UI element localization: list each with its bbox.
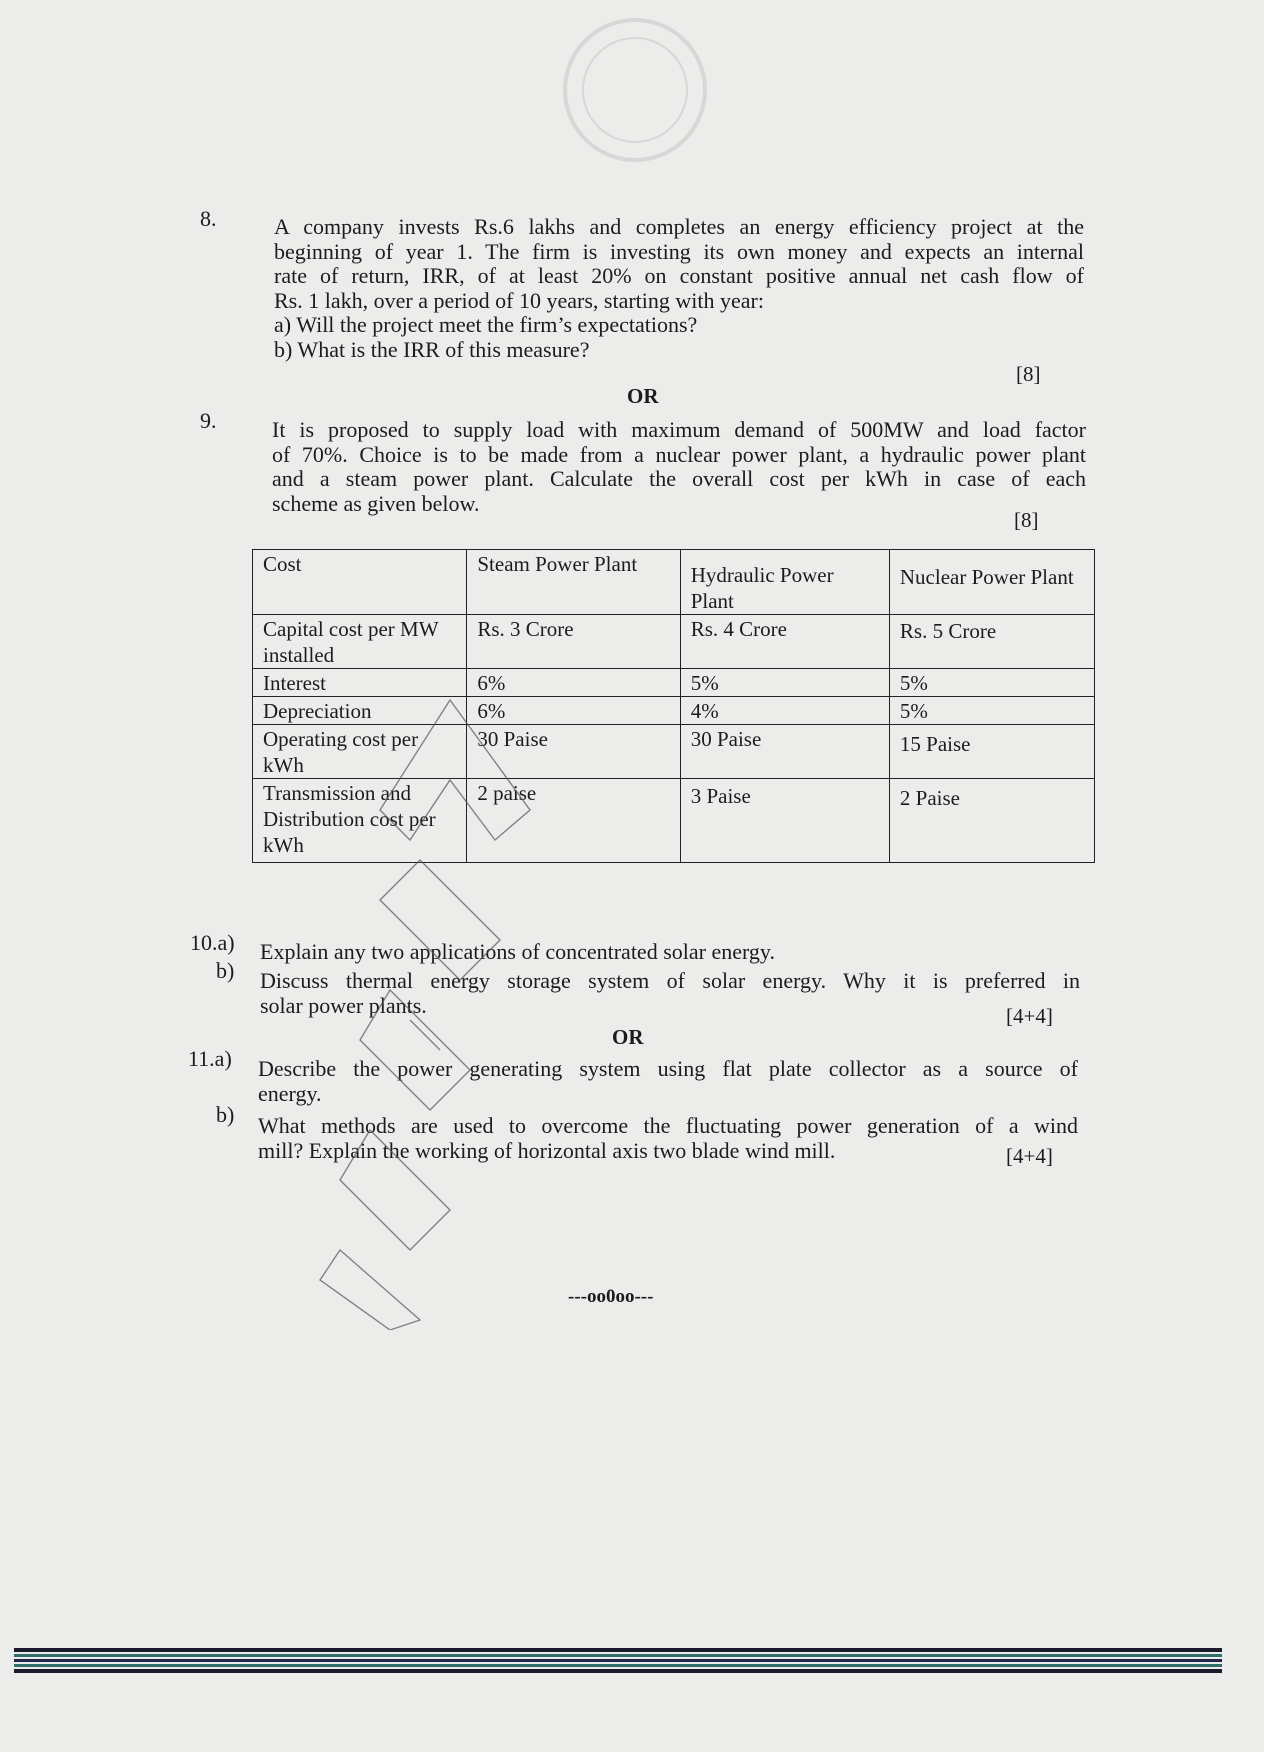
q11b-number: b)	[216, 1102, 235, 1127]
q8-line-3: rate of return, IRR, of at least 20% on constant positive annual net cash flow of	[274, 263, 1084, 288]
table-cell: Rs. 5 Crore	[889, 615, 1094, 669]
q10b-number: b)	[216, 958, 235, 983]
table-cell: 4%	[680, 697, 889, 725]
q9-line-3: and a steam power plant. Calculate the overall cost per kWh in case of each	[272, 466, 1086, 491]
table-header-cell: Steam Power Plant	[467, 550, 680, 615]
or-divider-2: OR	[612, 1025, 644, 1049]
or-divider-1: OR	[627, 384, 659, 408]
table-cell: 5%	[889, 697, 1094, 725]
q9-number: 9.	[200, 408, 217, 433]
q8-line-2: beginning of year 1. The firm is investing its own money and expects an internal	[274, 238, 1084, 264]
q11a-line-2: energy.	[258, 1080, 322, 1106]
q11b-line-1: What methods are used to overcome the fluctuating power generation of a wind	[258, 1113, 1078, 1138]
table-cell: 5%	[889, 669, 1094, 697]
q8-text	[274, 215, 1084, 362]
q11b-line-2: mill? Explain the working of horizontal axis two blade wind mill.	[258, 1137, 836, 1163]
table-row	[253, 615, 1095, 669]
table-cell: 30 Paise	[680, 725, 889, 779]
table-cell: 2 paise	[467, 779, 680, 863]
table-cell: Capital cost per MW installed	[253, 615, 467, 669]
table-header-cell: Cost	[253, 550, 467, 615]
library-seal-icon	[520, 10, 750, 170]
q9-line-1: It is proposed to supply load with maximum demand of 500MW and load factor	[272, 417, 1086, 442]
q9-text	[272, 418, 1086, 516]
q8-part-a: a) Will the project meet the firm’s expectations?	[274, 312, 698, 337]
q9-line-2: of 70%. Choice is to be made from a nuclear power plant, a hydraulic power plant	[272, 441, 1086, 467]
table-cell: Rs. 4 Crore	[680, 615, 889, 669]
table-cell: Transmission and Distribution cost per kWh	[253, 779, 467, 863]
table-cell: 2 Paise	[889, 779, 1094, 863]
q10b-line-2: solar power plants.	[260, 992, 427, 1018]
q8-line-1: A company invests Rs.6 lakhs and completes an energy efficiency project at the	[274, 214, 1084, 239]
diagonal-watermark-icon	[300, 690, 600, 1330]
q8-line-4: Rs. 1 lakh, over a period of 10 years, starting with year:	[274, 287, 764, 313]
footer-bar	[14, 1648, 1222, 1678]
table-cell: 6%	[467, 697, 680, 725]
table-cell: 3 Paise	[680, 779, 889, 863]
table-cell: 6%	[467, 669, 680, 697]
table-cell: Rs. 3 Crore	[467, 615, 680, 669]
q9-marks: [8]	[1014, 508, 1039, 532]
table-header-row	[253, 550, 1095, 615]
q10a-number: 10.a)	[190, 930, 235, 955]
q11a-line-1: Describe the power generating system using flat plate collector as a source of	[258, 1056, 1078, 1081]
q11-marks: [4+4]	[1006, 1144, 1053, 1168]
q8-marks: [8]	[1016, 362, 1041, 386]
table-cell: Interest	[253, 669, 467, 697]
q10a-text: Explain any two applications of concentrated solar energy.	[260, 939, 775, 964]
q8-number: 8.	[200, 206, 217, 231]
table-cell: 30 Paise	[467, 725, 680, 779]
q9-line-4: scheme as given below.	[272, 490, 480, 516]
q8-part-b: b) What is the IRR of this measure?	[274, 336, 590, 362]
table-cell: Depreciation	[253, 697, 467, 725]
end-mark: ---oo0oo---	[568, 1286, 654, 1307]
table-header-cell: Hydraulic Power Plant	[680, 550, 889, 615]
q10-marks: [4+4]	[1006, 1004, 1053, 1028]
table-header-cell: Nuclear Power Plant	[889, 550, 1094, 615]
table-cell: Operating cost per kWh	[253, 725, 467, 779]
q11a-number: 11.a)	[188, 1046, 232, 1071]
q10b-line-1: Discuss thermal energy storage system of solar energy. Why it is preferred in	[260, 968, 1080, 993]
table-cell: 5%	[680, 669, 889, 697]
table-cell: 15 Paise	[889, 725, 1094, 779]
